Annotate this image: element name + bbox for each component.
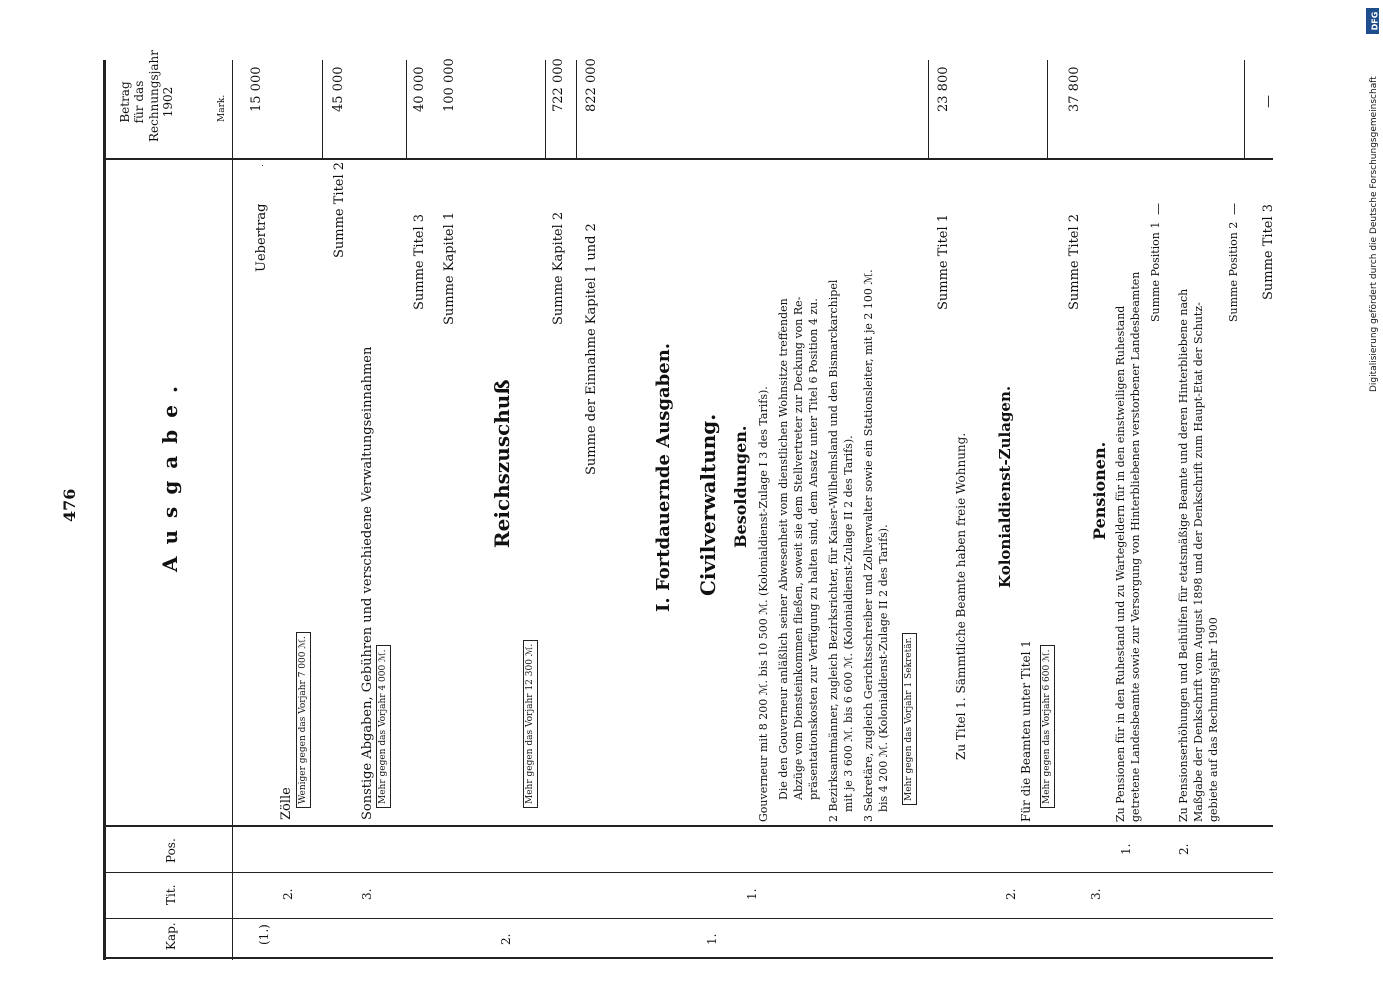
tit-column-rule [103, 918, 1273, 919]
sum-rule [928, 60, 929, 158]
kap-1-label: (1.) [257, 924, 271, 945]
sum-rule [545, 60, 546, 158]
gouv-line-5: 2 Bezirksamtmänner, zugleich Bezirksrichter, für Kaiser-Wilhelmsland und den Bismarckarchipel [827, 279, 840, 822]
sum-titel-2-amount: 45 000 [331, 66, 346, 112]
sum-titel-2b-amount: 37 800 [1067, 66, 1082, 112]
pos1-line-3: Summe Position 1 [1149, 221, 1162, 322]
sum-rule [1244, 60, 1245, 158]
gouv-line-7: 3 Sekretäre, zugleich Gerichtsschreiber und Zollverwalter sowie ein Stationsleiter, mit je 2 100 ℳ. [862, 269, 875, 822]
tit-3-label: 3. [360, 888, 374, 900]
tit-2b-label: 2. [1004, 888, 1018, 900]
sum-titel-1-amount: 23 800 [936, 66, 951, 112]
sum-kapitel-1-amount: 100 000 [442, 58, 457, 112]
section-heading-I: I. Fortdauernde Ausgaben. [653, 342, 674, 612]
gouv-note: Mehr gegen das Vorjahr 1 Sekretär. [902, 633, 917, 805]
tit-2-label: 2. [281, 888, 295, 900]
col-kap: Kap. [164, 922, 178, 950]
table-bottom-rule [103, 957, 1273, 959]
reichszuschuss-heading: Reichszuschuß [490, 379, 514, 548]
sum-kapitel-1-2-amount: 822 000 [584, 58, 599, 112]
pensionen-heading: Pensionen. [1090, 441, 1109, 540]
pos2-line-4: Summe Position 2 [1227, 221, 1240, 322]
page-title: Ausgabe. [158, 374, 182, 572]
pos1-line-2: getretene Landesbeamte sowie zur Versorgung von Hinterbliebenen verstorbener Landesbeamten [1129, 271, 1142, 822]
kap-2-label: 2. [499, 933, 513, 945]
header-column-rule [232, 60, 233, 960]
col-amount-header: Betrag für das Rechnungsjahr 1902 [118, 50, 176, 142]
sonstige-label: Sonstige Abgaben, Gebühren und verschiedene Verwaltungseinnahmen [360, 346, 375, 820]
fuer-note: Mehr gegen das Vorjahr 6 600 ℳ. [1040, 645, 1055, 808]
sum-rule [1047, 60, 1048, 158]
pos-2-label: 2. [1177, 843, 1191, 855]
civil-heading: Civilverwaltung. [696, 413, 720, 596]
uebertrag-label: Uebertrag [254, 203, 269, 272]
sum-titel-1: Summe Titel 1 [936, 213, 951, 310]
zu-titel-1: Zu Titel 1. Sämmtliche Beamte haben freie Wohnung. [954, 432, 968, 760]
sum-titel-2b: Summe Titel 2 [1067, 213, 1082, 310]
pos2-line-1: Zu Pensionserhöhungen und Beihülfen für etatsmäßige Beamte und deren Hinterbliebene nach [1177, 288, 1190, 822]
zoelle-label: Zölle [279, 787, 294, 820]
pos1-line-1: Zu Pensionen für in den Ruhestand und zu Wartegeldern für in den einstweiligen Ruhestand [1114, 305, 1127, 822]
sonstige-note: Mehr gegen das Vorjahr 4 000 ℳ. [376, 645, 391, 808]
header-bottom-rule [103, 158, 1273, 160]
dots [262, 165, 263, 166]
kap-1b-label: 1. [705, 933, 719, 945]
digitization-credit: Digitalisierung gefördert durch die Deutsche Forschungsgemeinschaft [1369, 76, 1379, 392]
sum-titel-3b: Summe Titel 3 [1261, 203, 1276, 300]
sum-kapitel-1: Summe Kapitel 1 [442, 211, 457, 325]
pos2-dash: — [1227, 203, 1241, 215]
sum-rule [406, 60, 407, 158]
sum-titel-3: Summe Titel 3 [412, 213, 427, 310]
kolonial-heading: Kolonialdienst-Zulagen. [996, 385, 1014, 588]
pos2-line-2: Maßgabe der Denkschrift vom August 1898 und der Denkschrift zum Haupt-Etat der Schutz- [1192, 302, 1205, 822]
tit-3b-label: 3. [1089, 888, 1103, 900]
col-currency: Mark. [217, 94, 227, 122]
col-tit: Tit. [164, 884, 178, 905]
gouv-line-8: bis 4 200 ℳ. (Kolonialdienst-Zulage II 2 des Tarifs). [877, 524, 890, 812]
reichs-note: Mehr gegen das Vorjahr 12 300 ℳ. [523, 640, 538, 808]
gouv-line-2: Die den Gouverneur anläßlich seiner Abwesenheit vom dienstlichen Wohnsitze treffenden [777, 298, 790, 800]
sum-rule [322, 60, 323, 158]
pos2-line-3: gebiete auf das Rechnungsjahr 1900 [1207, 617, 1220, 822]
sum-kapitel-1-2: Summe der Einnahme Kapitel 1 und 2 [584, 223, 599, 475]
pos-1-label: 1. [1119, 843, 1133, 855]
amount-column-rule [103, 825, 1273, 827]
sum-titel-2: Summe Titel 2 [332, 161, 347, 258]
sum-titel-3b-amount: — [1261, 95, 1276, 108]
sum-rule [576, 60, 577, 158]
gouv-line-3: Abzüge vom Diensteinkommen fließen, soweit sie dem Stellvertreter zur Deckung von Re- [792, 296, 805, 800]
besoldungen-heading: Besoldungen. [731, 425, 750, 548]
col-pos: Pos. [164, 838, 178, 863]
gouv-line-4: präsentationskosten zur Verfügung zu halten sind, dem Ansatz unter Titel 6 Position 4 zu. [807, 298, 820, 800]
sum-kapitel-2: Summe Kapitel 2 [551, 211, 566, 325]
zoelle-note: Weniger gegen das Vorjahr 7 000 ℳ. [296, 632, 311, 808]
pos1-dash: — [1151, 203, 1165, 215]
gouv-line-6: mit je 3 600 ℳ. bis 6 600 ℳ. (Kolonialdienst-Zulage II 2 des Tarifs). [842, 435, 855, 812]
gouv-line-1: Gouverneur mit 8 200 ℳ. bis 10 500 ℳ. (Kolonialdienst-Zulage I 3 des Tarifs). [757, 386, 770, 822]
uebertrag-amount: 15 000 [249, 66, 264, 112]
tit-1-label: 1. [745, 888, 759, 900]
fuer-beamte: Für die Beamten unter Titel 1 [1019, 640, 1033, 822]
page-number: 476 [60, 488, 79, 522]
sum-kapitel-2-amount: 722 000 [551, 58, 566, 112]
pos-column-rule [103, 872, 1273, 873]
dfg-logo: DFG [1366, 8, 1379, 34]
sum-titel-3-amount: 40 000 [412, 66, 427, 112]
